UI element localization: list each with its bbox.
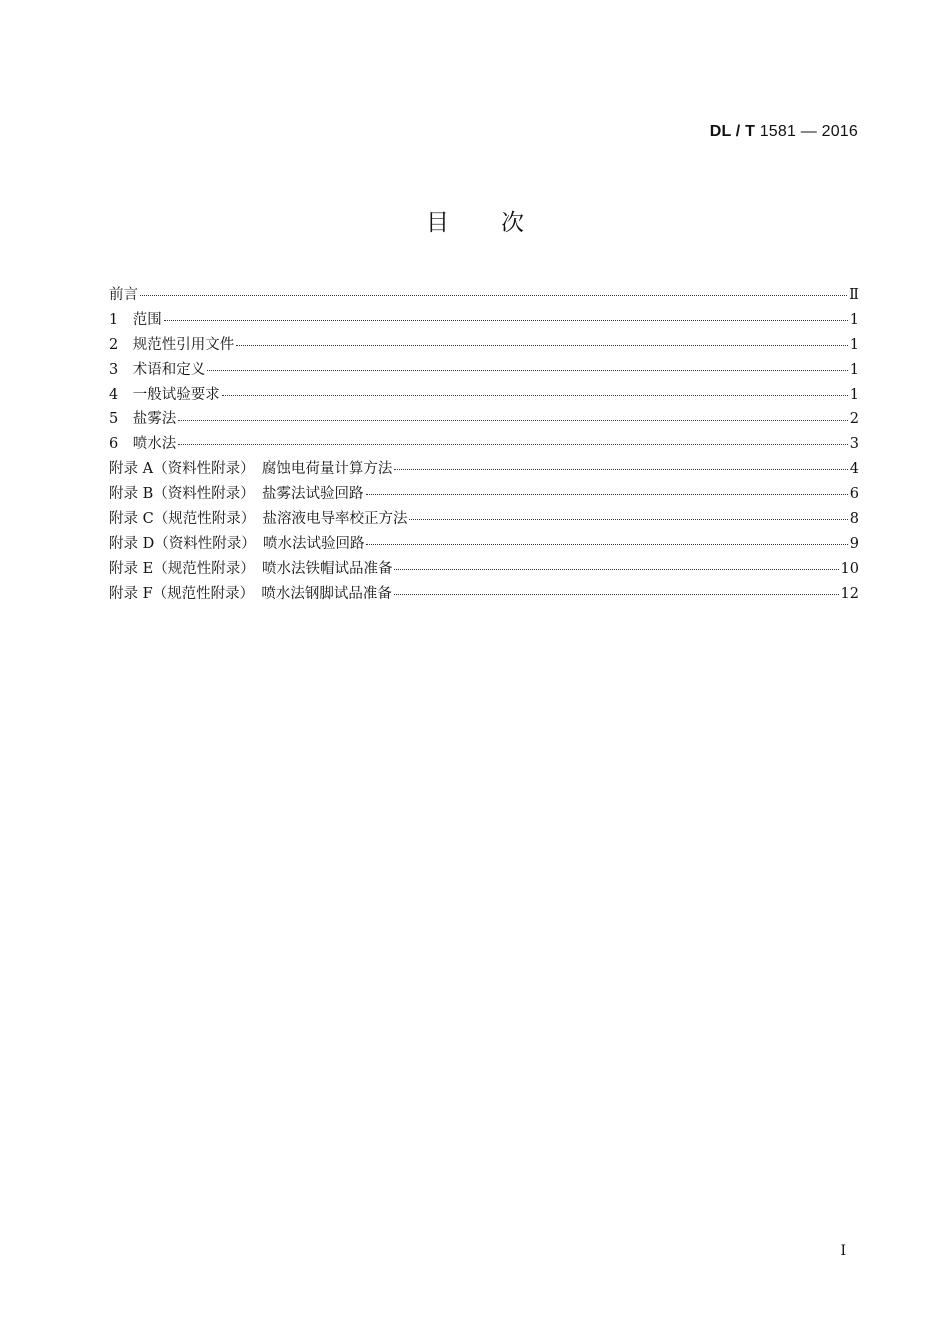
table-of-contents [109,283,859,607]
toc-leader-dots [409,510,847,520]
toc-entry-page: 4 [849,461,859,478]
toc-entry[interactable] [109,407,859,432]
toc-entry[interactable] [109,333,859,358]
standard-code-number: 1581 — 2016 [755,123,858,140]
toc-leader-dots [207,361,848,371]
toc-leader-dots [222,386,848,396]
toc-entry-page: 6 [849,486,859,503]
toc-leader-dots [366,535,847,545]
toc-entry[interactable] [109,283,859,308]
toc-entry-label: 附录 D（资料性附录） 喷水法试验回路 [109,535,365,552]
toc-entry[interactable] [109,308,859,333]
page-number: I [840,1243,846,1259]
toc-entry-page: 8 [849,511,859,528]
toc-entry[interactable] [109,358,859,383]
toc-entry[interactable] [109,482,859,507]
toc-entry[interactable] [109,532,859,557]
toc-entry-label: 2 规范性引用文件 [109,336,235,353]
standard-code [710,123,858,141]
toc-entry-label: 前言 [109,287,138,303]
toc-leader-dots [164,311,848,321]
toc-entry-page: 2 [849,411,859,428]
standard-code-prefix: DL / T [709,123,756,140]
toc-entry-label: 附录 F（规范性附录） 喷水法钢脚试品准备 [109,585,392,602]
toc-leader-dots [236,336,848,346]
toc-entry[interactable] [109,557,859,582]
toc-entry-page: 3 [849,436,859,453]
toc-entry-label: 附录 B（资料性附录） 盐雾法试验回路 [109,486,364,503]
toc-leader-dots [366,486,848,496]
toc-entry-label: 4 一般试验要求 [109,386,220,403]
toc-leader-dots [140,286,847,296]
toc-entry-page: 1 [849,386,859,403]
toc-entry-label: 5 盐雾法 [109,411,177,428]
toc-entry-page: Ⅱ [849,287,859,303]
toc-entry-label: 3 术语和定义 [109,361,206,378]
toc-entry[interactable] [109,457,859,482]
toc-entry-page: 1 [849,336,859,353]
toc-entry-page: 12 [840,585,859,602]
toc-entry-page: 9 [849,535,859,552]
toc-entry[interactable] [109,507,859,532]
toc-entry-page: 10 [840,560,859,577]
toc-entry[interactable] [109,582,859,607]
toc-leader-dots [394,585,839,595]
toc-leader-dots [394,461,847,471]
toc-entry-label: 附录 E（规范性附录） 喷水法铁帽试品准备 [109,560,393,577]
toc-entry[interactable] [109,383,859,408]
toc-entry-label: 附录 C（规范性附录） 盐溶液电导率校正方法 [109,511,408,528]
toc-entry-page: 1 [849,361,859,378]
toc-leader-dots [178,436,848,446]
toc-entry-label: 附录 A（资料性附录） 腐蚀电荷量计算方法 [109,461,393,478]
toc-entry-label: 1 范围 [109,311,162,328]
toc-leader-dots [178,411,848,421]
toc-leader-dots [394,560,838,570]
toc-entry-page: 1 [849,311,859,328]
page-title: 目次 [426,210,576,236]
toc-entry[interactable] [109,432,859,457]
toc-entry-label: 6 喷水法 [109,436,177,453]
